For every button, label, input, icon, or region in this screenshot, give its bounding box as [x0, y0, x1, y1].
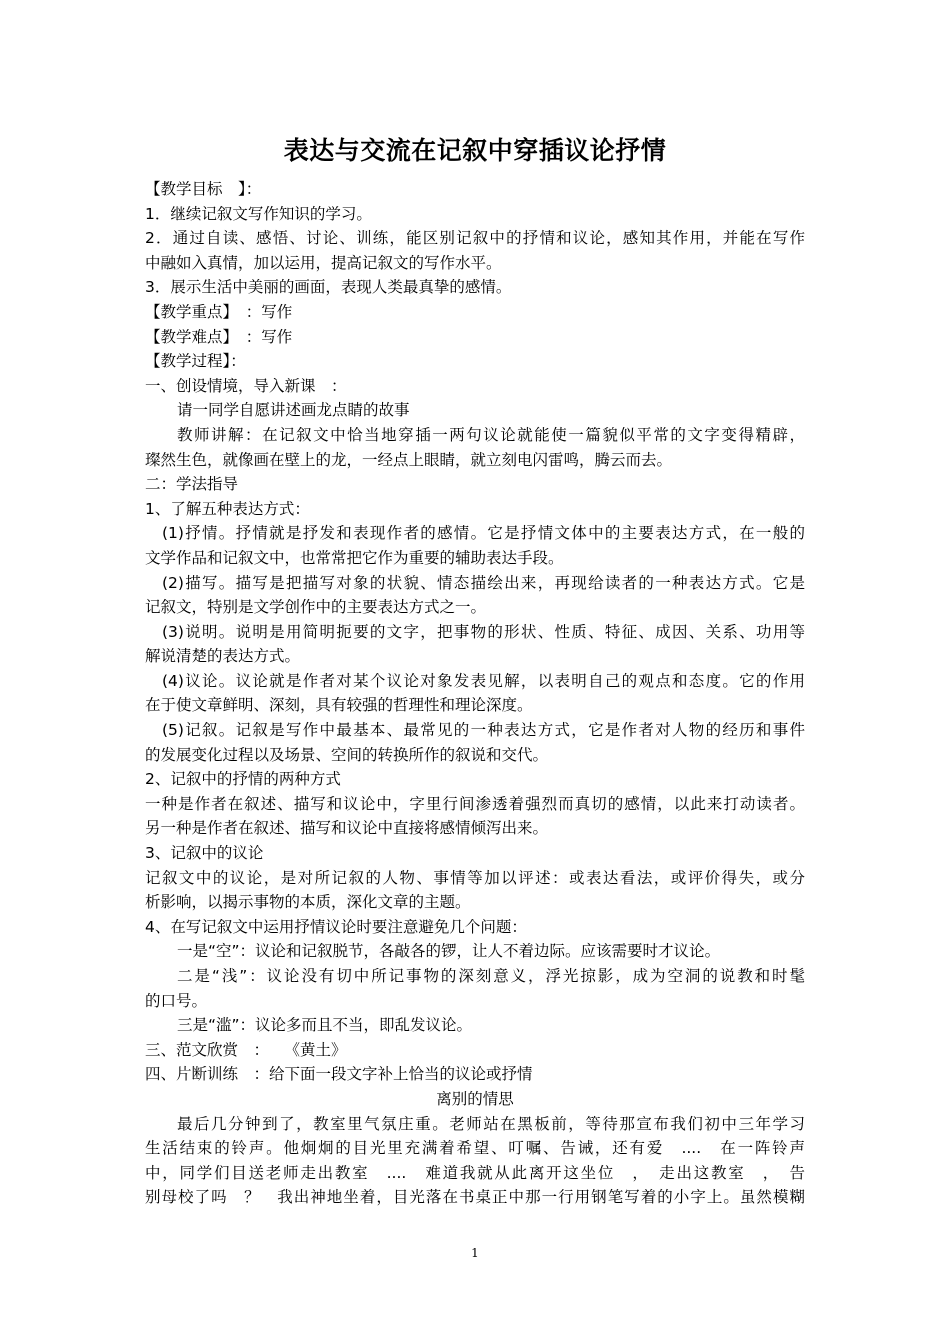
section-heading-key-points: 【教学重点】 ：写作 [145, 302, 293, 321]
list-item: (2)描写。描写是把描写对象的状貌、情态描绘出来，再现给读者的一种表达方式。它是 [162, 573, 805, 592]
list-heading: 1、了解五种表达方式： [145, 499, 310, 518]
list-item: 一是“空”：议论和记叙脱节，各敲各的锣，让人不着边际。应该需要时才议论。 [177, 942, 721, 961]
page-number: 1 [471, 1246, 479, 1260]
paragraph-line: 另一种是作者在叙述、描写和议论中直接将感情倾泻出来。 [145, 819, 549, 838]
list-item-continued: 文学作品和记叙文中，也常常把它作为重要的辅助表达手段。 [145, 548, 564, 567]
paragraph-line: 析影响，以揭示事物的本质，深化文章的主题。 [145, 893, 471, 912]
section-heading-difficulties: 【教学难点】 ：写作 [145, 327, 293, 346]
document-body [145, 177, 805, 1210]
list-item: 三是“滥”：议论多而且不当，即乱发议论。 [177, 1016, 473, 1035]
paragraph-line: 一种是作者在叙述、描写和议论中，字里行间渗透着强烈而真切的感情，以此来打动读者。 [145, 794, 805, 813]
objective-item: 2．通过自读、感悟、讨论、训练，能区别记叙中的抒情和议论，感知其作用，并能在写作 [145, 229, 805, 248]
objective-item: 3．展示生活中美丽的画面，表现人类最真挚的感情。 [145, 278, 512, 297]
list-item: (5)记叙。记叙是写作中最基本、最常见的一种表达方式，它是作者对人物的经历和事件 [162, 721, 805, 740]
section-heading-objectives: 【教学目标 】： [145, 180, 262, 198]
list-item: (3)说明。说明是用简明扼要的文字，把事物的形状、性质、特征、成因、关系、功用等 [162, 622, 805, 641]
passage-line: 别母校了吗 ？ 我出神地坐着，目光落在书桌正中那一行用钢笔写着的小字上。虽然模糊 [145, 1188, 805, 1207]
paragraph-line: 教师讲解：在记叙文中恰当地穿插一两句议论就能使一篇貌似平常的文字变得精辟， [177, 425, 805, 444]
subsection-heading: 三、范文欣赏 ： 《黄土》 [145, 1040, 347, 1059]
list-heading: 4、在写记叙文中运用抒情议论时要注意避免几个问题： [145, 917, 527, 936]
list-item-continued: 在于使文章鲜明、深刻，具有较强的哲理性和理论深度。 [145, 696, 533, 715]
passage-line: 中，同学们目送老师走出教室 .... 难道我就从此离开这坐位 ， 走出这教室 ， 告 [145, 1163, 805, 1182]
document-title: 表达与交流在记叙中穿插议论抒情 [283, 136, 667, 165]
list-heading: 3、记叙中的议论 [145, 844, 264, 863]
paragraph-line: 请一同学自愿讲述画龙点睛的故事 [177, 401, 410, 420]
objective-item-continued: 中融如入真情，加以运用，提高记叙文的写作水平。 [145, 253, 502, 272]
list-item-continued: 解说清楚的表达方式。 [145, 647, 301, 666]
subsection-heading: 二：学法指导 [145, 475, 239, 494]
paragraph-line: 记叙文中的议论，是对所记叙的人物、事情等加以评述：或表达看法，或评价得失，或分 [145, 868, 805, 887]
passage-line: 生活结束的铃声。他炯炯的目光里充满着希望、叮嘱、告诫，还有爱 .... 在一阵铃声 [145, 1139, 805, 1158]
passage-title: 离别的情思 [436, 1089, 514, 1108]
subsection-heading: 四、片断训练 ：给下面一段文字补上恰当的议论或抒情 [145, 1065, 533, 1084]
list-item-continued: 的发展变化过程以及场景、空间的转换所作的叙说和交代。 [145, 745, 549, 764]
list-item-continued: 记叙文，特别是文学创作中的主要表达方式之一。 [145, 598, 487, 617]
list-item: 二是“浅”：议论没有切中所记事物的深刻意义，浮光掠影，成为空洞的说教和时髦 [177, 967, 805, 985]
list-item: (1)抒情。抒情就是抒发和表现作者的感情。它是抒情文体中的主要表达方式，在一般的 [162, 524, 805, 543]
list-item: (4)议论。议论就是作者对某个议论对象发表见解，以表明自己的观点和态度。它的作用 [162, 671, 805, 690]
paragraph-line: 璨然生色，就像画在壁上的龙，一经点上眼睛，就立刻电闪雷鸣，腾云而去。 [145, 450, 673, 469]
list-item-continued: 的口号。 [145, 991, 208, 1010]
passage-line: 最后几分钟到了，教室里气氛庄重。老师站在黑板前，等待那宣布我们初中三年学习 [177, 1114, 805, 1133]
objective-item: 1．继续记叙文写作知识的学习。 [145, 204, 372, 223]
list-heading: 2、记叙中的抒情的两种方式 [145, 770, 341, 789]
section-heading-process: 【教学过程】： [145, 352, 246, 371]
subsection-heading: 一、创设情境，导入新课 ： [145, 376, 347, 395]
